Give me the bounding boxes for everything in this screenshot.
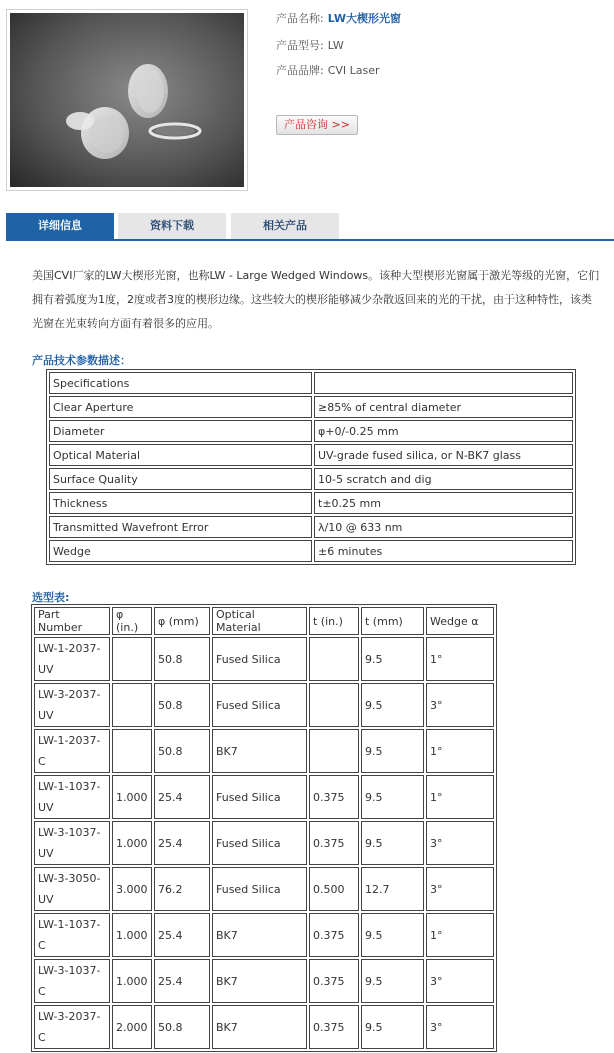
product-name-label: 产品名称: — [276, 12, 324, 25]
cell-wedge-angle: 3° — [426, 959, 494, 1003]
cell-part-number: LW-1-1037-C — [34, 913, 110, 957]
tab-underline — [6, 239, 614, 241]
spec-name: Diameter — [49, 420, 312, 442]
cell-thickness-mm: 9.5 — [361, 683, 424, 727]
selection-row — [34, 821, 494, 865]
product-model-row — [276, 38, 344, 54]
cell-diameter-mm: 25.4 — [154, 775, 210, 819]
spec-name: Surface Quality — [49, 468, 312, 490]
cell-optical-material: BK7 — [212, 729, 307, 773]
cell-thickness-in: 0.375 — [309, 775, 359, 819]
cell-optical-material: Fused Silica — [212, 637, 307, 681]
cell-part-number: LW-3-2037-C — [34, 1005, 110, 1049]
spec-value: λ/10 @ 633 nm — [314, 516, 573, 538]
cell-optical-material: BK7 — [212, 913, 307, 957]
cell-part-number: LW-1-2037-C — [34, 729, 110, 773]
cell-diameter-in: 2.000 — [112, 1005, 152, 1049]
cell-diameter-in: 1.000 — [112, 913, 152, 957]
spec-row — [49, 372, 573, 394]
cell-wedge-angle: 3° — [426, 683, 494, 727]
selection-row — [34, 1005, 494, 1049]
cell-thickness-mm: 9.5 — [361, 821, 424, 865]
cell-diameter-in: 3.000 — [112, 867, 152, 911]
cell-thickness-in: 0.375 — [309, 821, 359, 865]
selection-table — [31, 604, 497, 1052]
cell-diameter-in: 1.000 — [112, 775, 152, 819]
cell-part-number: LW-3-1037-UV — [34, 821, 110, 865]
header-wedge-angle: Wedge α — [426, 607, 494, 635]
cell-wedge-angle: 3° — [426, 1005, 494, 1049]
cell-diameter-mm: 25.4 — [154, 913, 210, 957]
spec-section-title: 产品技术参数描述： — [32, 354, 131, 367]
spec-name: Wedge — [49, 540, 312, 562]
cell-diameter-in — [112, 637, 152, 681]
product-model-value: LW — [327, 39, 344, 52]
cell-optical-material: BK7 — [212, 959, 307, 1003]
cell-wedge-angle: 3° — [426, 867, 494, 911]
selection-row — [34, 913, 494, 957]
spec-row — [49, 540, 573, 562]
cell-diameter-mm: 50.8 — [154, 683, 210, 727]
selection-row — [34, 729, 494, 773]
detail-tabs — [6, 213, 614, 241]
product-brand-row — [276, 63, 380, 79]
cell-thickness-mm: 9.5 — [361, 729, 424, 773]
selection-row — [34, 867, 494, 911]
product-image-frame — [6, 9, 248, 191]
spec-value: ±6 minutes — [314, 540, 573, 562]
spec-row — [49, 468, 573, 490]
spec-row — [49, 420, 573, 442]
cell-thickness-in — [309, 637, 359, 681]
selection-row — [34, 959, 494, 1003]
selection-row — [34, 637, 494, 681]
cell-part-number: LW-3-3050-UV — [34, 867, 110, 911]
cell-diameter-mm: 50.8 — [154, 637, 210, 681]
spec-row — [49, 516, 573, 538]
spec-row — [49, 492, 573, 514]
cell-thickness-in: 0.500 — [309, 867, 359, 911]
cell-wedge-angle: 3° — [426, 821, 494, 865]
cell-diameter-in — [112, 729, 152, 773]
cell-thickness-in — [309, 729, 359, 773]
cell-diameter-mm: 76.2 — [154, 867, 210, 911]
spec-value: 10-5 scratch and dig — [314, 468, 573, 490]
selection-row — [34, 775, 494, 819]
cell-thickness-mm: 9.5 — [361, 913, 424, 957]
cell-thickness-mm: 12.7 — [361, 867, 424, 911]
cell-optical-material: Fused Silica — [212, 683, 307, 727]
spec-name: Clear Aperture — [49, 396, 312, 418]
product-photo — [10, 13, 244, 187]
spec-name: Optical Material — [49, 444, 312, 466]
spec-value: UV-grade fused silica, or N-BK7 glass — [314, 444, 573, 466]
cell-diameter-mm: 25.4 — [154, 821, 210, 865]
product-name-row — [276, 11, 401, 27]
cell-diameter-in — [112, 683, 152, 727]
header-optical-material: Optical Material — [212, 607, 307, 635]
selection-section-title: 选型表: — [32, 591, 70, 604]
spec-table — [46, 369, 576, 565]
cell-wedge-angle: 1° — [426, 775, 494, 819]
cell-wedge-angle: 1° — [426, 913, 494, 957]
header-thickness-mm: t (mm) — [361, 607, 424, 635]
cell-thickness-mm: 9.5 — [361, 637, 424, 681]
product-description: 美国CVI厂家的LW大楔形光窗，也称LW - Large Wedged Windows。该种大型楔形光窗属于激光等级的光窗，它们拥有着弧度为1度，2度或者3度的楔形边缘。这些较大的楔形能够减少杂散返回来的光的干扰，由于这种特性，该类光窗在光束转向方面有着很多的应用。 — [32, 269, 600, 330]
cell-part-number: LW-3-1037-C — [34, 959, 110, 1003]
spec-name: Specifications — [49, 372, 312, 394]
selection-row — [34, 683, 494, 727]
cell-optical-material: Fused Silica — [212, 775, 307, 819]
product-model-label: 产品型号: — [276, 39, 324, 52]
spec-row — [49, 444, 573, 466]
spec-value: ≥85% of central diameter — [314, 396, 573, 418]
product-name-value: LW大楔形光窗 — [327, 12, 402, 25]
cell-thickness-in: 0.375 — [309, 913, 359, 957]
cell-part-number: LW-1-2037-UV — [34, 637, 110, 681]
spec-value: φ+0/-0.25 mm — [314, 420, 573, 442]
cell-optical-material: Fused Silica — [212, 821, 307, 865]
cell-thickness-mm: 9.5 — [361, 959, 424, 1003]
cell-wedge-angle: 1° — [426, 637, 494, 681]
tab-related-products[interactable]: 相关产品 — [231, 213, 339, 239]
header-thickness-in: t (in.) — [309, 607, 359, 635]
cell-thickness-in — [309, 683, 359, 727]
product-brand-value: CVI Laser — [327, 64, 380, 77]
spec-row — [49, 396, 573, 418]
product-consult-button[interactable]: 产品咨询 >> — [276, 115, 358, 135]
tab-details[interactable]: 详细信息 — [6, 213, 114, 239]
cell-diameter-in: 1.000 — [112, 959, 152, 1003]
header-diameter-in: φ (in.) — [112, 607, 152, 635]
spec-value: t±0.25 mm — [314, 492, 573, 514]
cell-thickness-mm: 9.5 — [361, 1005, 424, 1049]
cell-diameter-in: 1.000 — [112, 821, 152, 865]
header-diameter-mm: φ (mm) — [154, 607, 210, 635]
cell-diameter-mm: 50.8 — [154, 1005, 210, 1049]
spec-name: Thickness — [49, 492, 312, 514]
cell-thickness-in: 0.375 — [309, 1005, 359, 1049]
cell-thickness-in: 0.375 — [309, 959, 359, 1003]
tab-downloads[interactable]: 资料下载 — [118, 213, 226, 239]
header-part-number: Part Number — [34, 607, 110, 635]
spec-value — [314, 372, 573, 394]
cell-part-number: LW-1-1037-UV — [34, 775, 110, 819]
cell-optical-material: BK7 — [212, 1005, 307, 1049]
spec-name: Transmitted Wavefront Error — [49, 516, 312, 538]
product-brand-label: 产品品牌: — [276, 64, 324, 77]
cell-wedge-angle: 1° — [426, 729, 494, 773]
selection-header-row — [34, 607, 494, 635]
cell-optical-material: Fused Silica — [212, 867, 307, 911]
cell-diameter-mm: 25.4 — [154, 959, 210, 1003]
cell-diameter-mm: 50.8 — [154, 729, 210, 773]
cell-part-number: LW-3-2037-UV — [34, 683, 110, 727]
cell-thickness-mm: 9.5 — [361, 775, 424, 819]
